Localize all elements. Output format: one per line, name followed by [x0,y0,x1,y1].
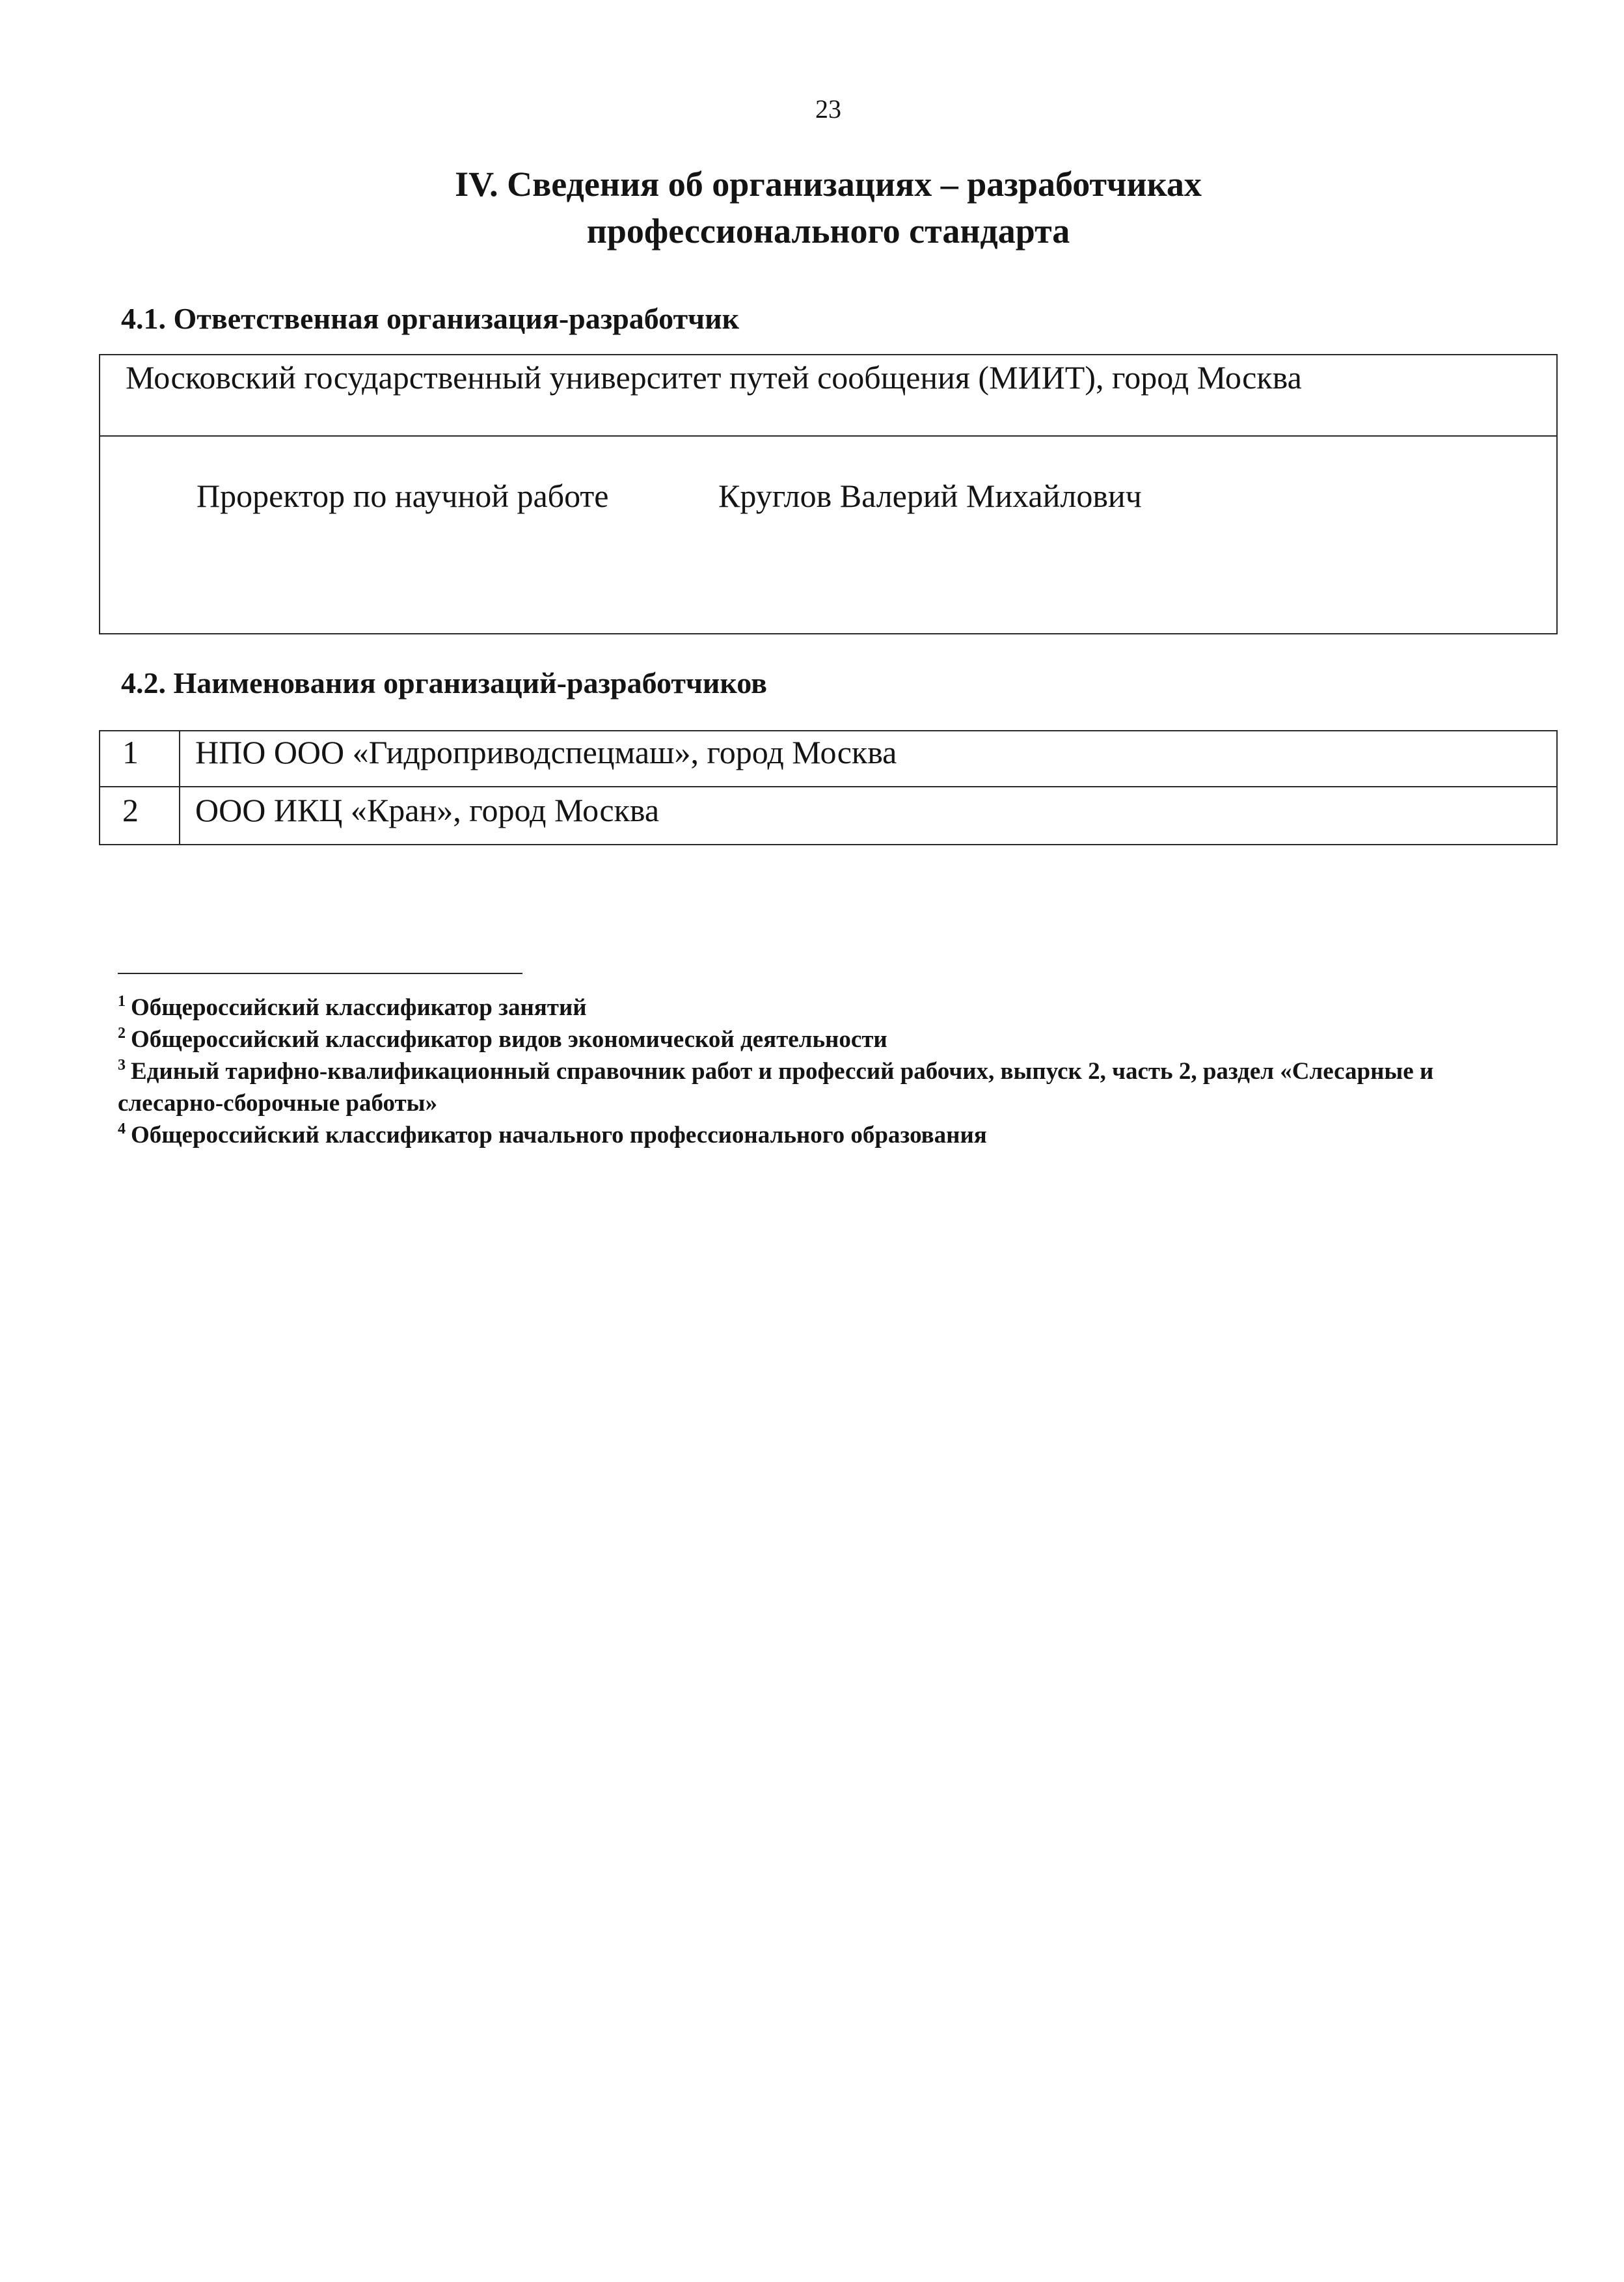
footnote-mark: 3 [118,1057,126,1074]
footnote [118,992,1543,1024]
table-row [100,787,1556,844]
section-title-line-2: профессионального стандарта [586,211,1070,251]
page-number: 23 [815,94,841,124]
footnotes [118,992,1543,1151]
footnote-text: Общероссийский классификатор занятий [131,994,587,1021]
footnote [118,1055,1543,1119]
footnote-mark: 1 [118,993,126,1010]
organization-name: ООО ИКЦ «Кран», город Москва [195,792,660,828]
row-number: 2 [100,787,180,844]
table-row [100,731,1556,787]
footnote [118,1119,1543,1151]
subsection-4-2-heading: 4.2. Наименования организаций-разработчиков [121,666,767,700]
responsible-organization-box [99,354,1558,634]
footnote-mark: 4 [118,1121,126,1137]
responsible-organization-name: Московский государственный университет путей сообщения (МИИТ), город Москва [126,359,1302,396]
footnote-text: Общероссийский классификатор видов экономической деятельности [131,1026,887,1053]
footnote-text: Общероссийский классификатор начального профессионального образования [131,1122,987,1148]
footnote-text: Единый тарифно-квалификационный справочник работ и профессий рабочих, выпуск 2, часть 2, раздел «Слесарные и слесарно-сборочные работы» [118,1058,1434,1117]
signatory-name: Круглов Валерий Михайлович [718,478,1142,514]
section-title [99,161,1558,254]
section-title-line-1: IV. Сведения об организациях – разработчиках [455,165,1202,204]
signatory-position: Проректор по научной работе [196,478,609,514]
developer-organizations-table [99,730,1558,845]
responsible-organization-row [100,355,1556,437]
footnote [118,1024,1543,1055]
footnote-separator [118,973,522,974]
footnote-mark: 2 [118,1025,126,1042]
subsection-4-1-heading: 4.1. Ответственная организация-разработчик [121,302,740,335]
organization-name: НПО ООО «Гидроприводспецмаш», город Москва [195,734,897,770]
row-number: 1 [100,731,180,786]
